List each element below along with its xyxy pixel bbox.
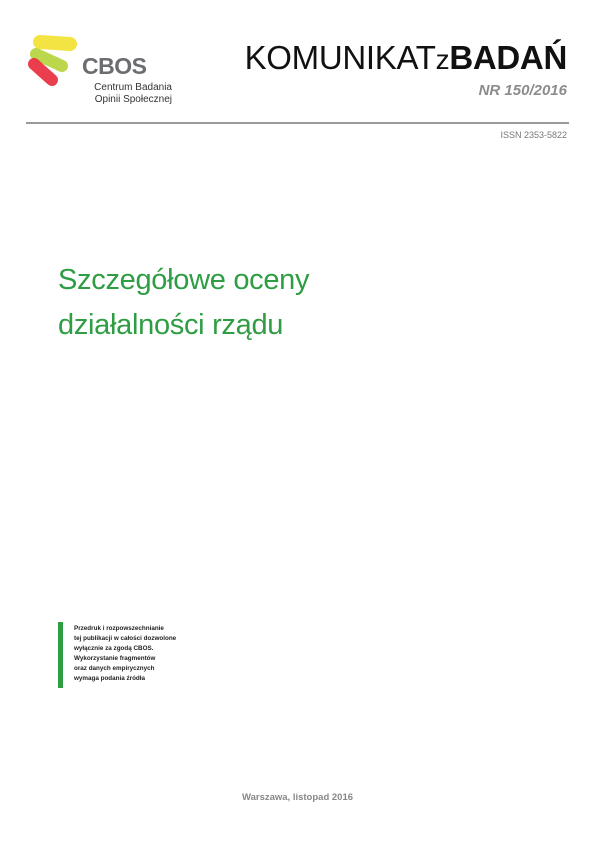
publication-header [245,40,567,99]
notice-line: oraz danych empirycznych [74,665,155,672]
issue-number: NR 150/2016 [478,82,567,99]
notice-line: Wykorzystanie fragmentów [74,655,156,662]
report-title-line1: Szczegółowe oceny [58,264,310,296]
cbos-logo [26,30,186,110]
logo-subtitle-line2: Opinii Społecznej [94,94,172,105]
notice-line: wyłącznie za zgodą CBOS. [74,645,154,652]
notice-accent-bar [58,622,63,688]
report-title [58,258,309,348]
series-title-part1: KOMUNIKAT [244,39,436,76]
header-divider [26,122,569,124]
logo-wordmark: CBOS [82,53,147,79]
series-title [245,40,567,78]
logo-subtitle [76,82,172,106]
series-title-part2: z [435,44,450,75]
logo-subtitle-line1: Centrum Badania [94,82,172,93]
series-title-part3: BADAŃ [449,39,567,76]
report-title-line2: działalności rządu [58,309,284,341]
copyright-notice [74,624,214,684]
issn: ISSN 2353-5822 [500,130,567,140]
notice-line: tej publikacji w całości dozwolone [74,635,177,642]
cbos-logo-mark-icon [26,30,86,90]
notice-line: wymaga podania źródła [74,675,146,682]
footer-place-date: Warszawa, listopad 2016 [241,792,354,803]
notice-line: Przedruk i rozpowszechnianie [74,625,164,632]
